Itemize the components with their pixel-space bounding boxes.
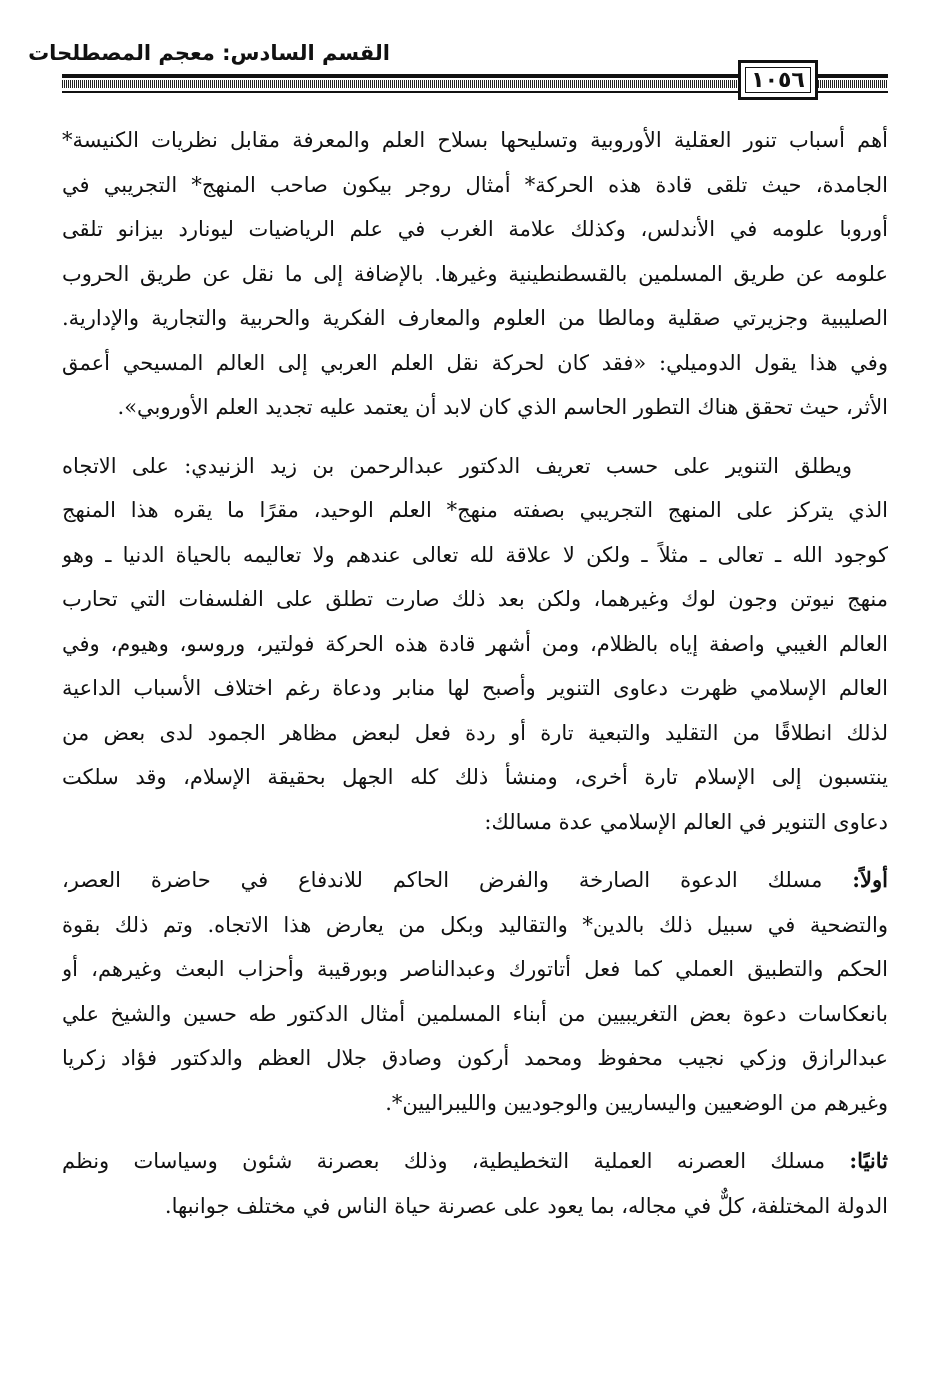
text-line: الصليبية وجزيرتي صقلية ومالطا من العلوم والمعارف الفكرية والحربية والتجارية والإدارية. xyxy=(62,306,888,330)
text-line: كوجود الله ـ تعالى ـ مثلاً ـ ولكن لا علاقة لله تعالى عندهم ولا تعاليمه بالحياة الدنيا ـ وهو xyxy=(62,542,888,567)
text-line: الذي يتركز على المنهج التجريبي بصفته منهج* العلم الوحيد، مقرًا ما يقره هذا المنهج xyxy=(62,498,888,522)
paragraph-1 xyxy=(62,118,888,430)
text-line: وفي هذا يقول الدوميلي: «فقد كان لحركة نقل العلم العربي إلى العالم المسيحي أعمق xyxy=(62,350,888,375)
text-line: ويطلق التنوير على حسب تعريف الدكتور عبدالرحمن بن زيد الزنيدي: على الاتجاه xyxy=(62,453,852,478)
header-rule-thin-left xyxy=(818,91,888,93)
header-rule-thin-right xyxy=(62,91,738,93)
header-rule-hatched-left xyxy=(818,80,888,88)
text-line: الحكم والتطبيق العملي كما فعل أتاتورك وعبدالناصر وبورقيبة وأحزاب البعث وغيرهم، أو xyxy=(62,957,888,981)
header-rule-thick-left xyxy=(818,74,888,78)
text-line: وغيرهم من الوضعيين واليساريين والوجوديين والليبراليين*. xyxy=(385,1090,888,1115)
text-line xyxy=(62,858,888,903)
paragraph-lead-second: ثانيًا: xyxy=(849,1148,888,1173)
text-line: الدولة المختلفة، كلٌّ في مجاله، بما يعود على عصرنة حياة الناس في مختلف جوانبها. xyxy=(164,1193,888,1218)
text-line: أهم أسباب تنور العقلية الأوروبية وتسليحها بسلاح العلم والمعرفة مقابل نظريات الكنيسة* xyxy=(62,128,888,152)
text-line: منهج نيوتن وجون لوك وغيرهما، ولكن بعد ذلك صارت تطلق على الفلسفات التي تحارب xyxy=(62,587,888,611)
header-rule-thick-right xyxy=(62,74,738,78)
text-line: عبدالرازق وزكي نجيب محفوظ ومحمد أركون وصادق جلال العظم والدكتور فؤاد زكريا xyxy=(62,1046,888,1070)
text-line: العالم الغيبي واصفة إياه بالظلام، ومن أشهر قادة هذه الحركة فولتير، وروسو، وهيوم، وفي xyxy=(62,631,888,656)
text-line: لذلك انطلاقًا من التقليد والتبعية تارة أو ردة فعل لبعض مظاهر الجمود لدى بعض من xyxy=(62,720,888,745)
text-line: والتضحية في سبيل ذلك بالدين* والتقاليد وبكل من يعارض هذا الاتجاه. وتم ذلك بقوة xyxy=(62,912,888,937)
page-number: ١٠٥٦ xyxy=(751,67,805,93)
paragraph-2 xyxy=(62,444,888,845)
text-line: دعاوى التنوير في العالم الإسلامي عدة مسالك: xyxy=(484,809,888,834)
body-text xyxy=(62,118,888,1228)
text-line: الأثر، حيث تحقق هناك التطور الحاسم الذي كان لابد أن يعتمد عليه تجديد العلم الأوروبي». xyxy=(117,395,888,419)
text-line-rest: مسلك الدعوة الصارخة والفرض الحاكم للاندفاع في حاضرة العصر، xyxy=(62,868,853,892)
section-header-title: القسم السادس: معجم المصطلحات xyxy=(28,41,390,65)
paragraph-4 xyxy=(62,1139,888,1228)
page-number-box xyxy=(738,60,818,100)
text-line xyxy=(62,1139,888,1184)
text-line: الجامدة، حيث تلقى قادة هذه الحركة* أمثال روجر بيكون صاحب المنهج* التجريبي في xyxy=(62,172,888,197)
text-line-rest: مسلك العصرنه العملية التخطيطية، وذلك بعصرنة شئون وسياسات ونظم xyxy=(62,1149,850,1173)
text-line: بانعكاسات دعوة بعض التغريبيين من أبناء المسلمين أمثال الدكتور طه حسين والشيخ علي xyxy=(62,1001,888,1026)
paragraph-lead-first: أولاً: xyxy=(852,867,888,892)
header-rule-hatched-right xyxy=(62,80,738,88)
text-line: ينتسبون إلى الإسلام تارة أخرى، ومنشأ ذلك كله الجهل بحقيقة الإسلام، وقد سلكت xyxy=(62,765,888,789)
text-line: العالم الإسلامي ظهرت دعاوى التنوير وأصبح لها منابر ودعاة رغم اختلاف الأسباب الداعية xyxy=(62,676,888,700)
paragraph-3 xyxy=(62,858,888,1125)
text-line: علومه عن طريق المسلمين بالقسطنطينية وغيرها. بالإضافة إلى ما نقل عن طريق الحروب xyxy=(62,261,888,286)
text-line: أوروبا علومه في الأندلس، وكذلك علامة الغرب في علم الرياضيات ليونارد بيزانو تلقى xyxy=(62,217,888,241)
